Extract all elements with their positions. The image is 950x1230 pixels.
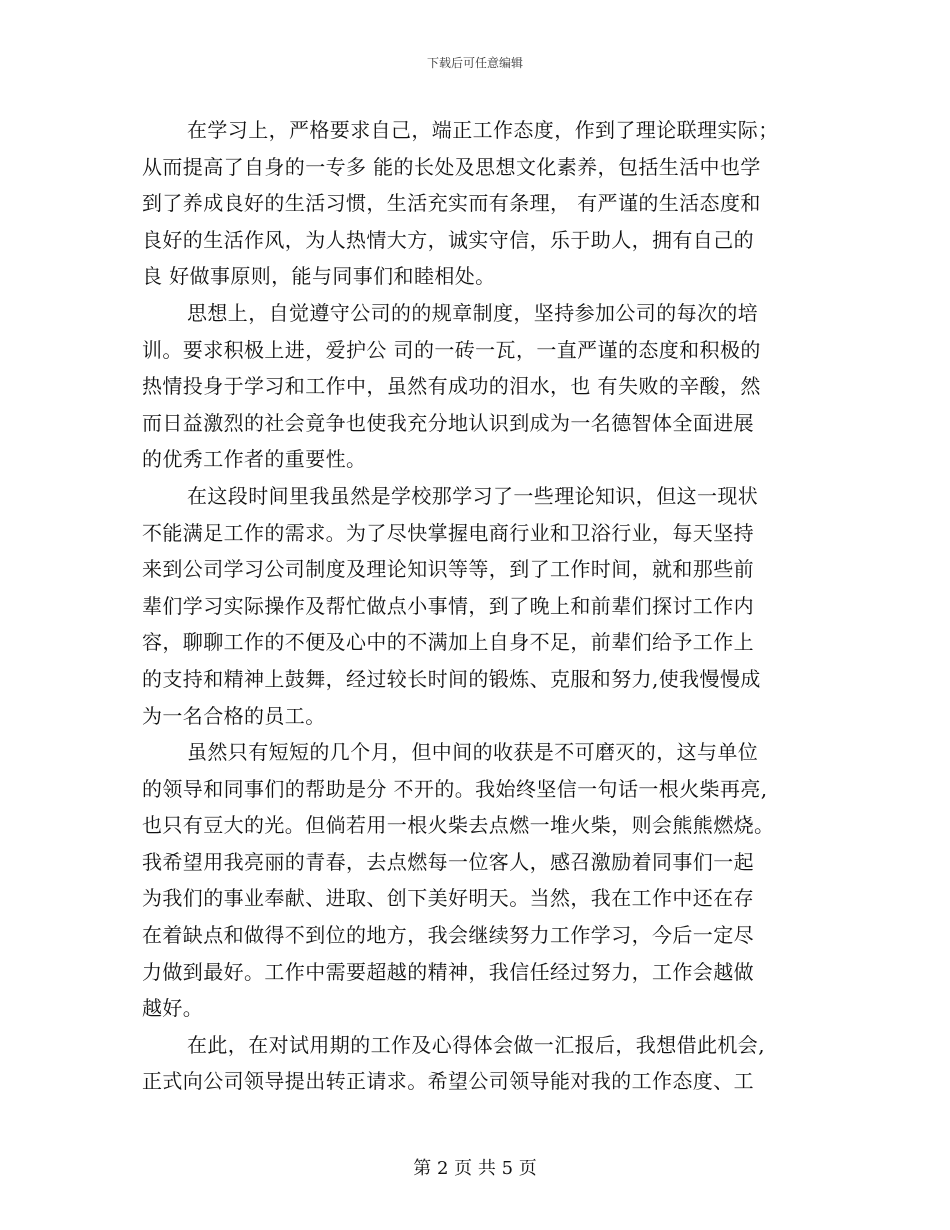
text-line: 良 好做事原则，能与同事们和睦相处。 <box>142 264 496 289</box>
text-line: 在此，在对试用期的工作及心得体会做一汇报后，我想借此机会, <box>187 1032 765 1057</box>
text-line: 训。要求积极上进，爱护公 司的一砖一瓦，一直严谨的态度和积极的 <box>142 337 761 362</box>
paragraph <box>142 295 812 478</box>
text-line: 为我们的事业奉献、进取、创下美好明天。当然，我在工作中还在存 <box>142 886 754 911</box>
text-line: 良好的生活作风，为人热情大方，诚实守信，乐于助人，拥有自己的 <box>142 227 754 252</box>
page-number-footer: 第 2 页 共 5 页 <box>413 1158 537 1179</box>
text-line: 在着缺点和做得不到位的地方，我会继续努力工作学习，今后一定尽 <box>142 923 754 948</box>
text-line: 在学习上，严格要求自己，端正工作态度，作到了理论联理实际； <box>187 118 779 142</box>
text-line: 力做到最好。工作中需要超越的精神，我信任经过努力，工作会越做 <box>142 959 754 984</box>
page-header: 下载后可任意编辑 <box>426 56 523 70</box>
text-line: 也只有豆大的光。但倘若用一根火柴去点燃一堆火柴，则会熊熊燃烧。 <box>142 813 775 838</box>
paragraph <box>142 1027 812 1100</box>
text-line: 容，聊聊工作的不便及心中的不满加上自身不足，前辈们给予工作上 <box>142 630 754 655</box>
text-line: 越好。 <box>142 996 204 1021</box>
paragraph <box>142 734 812 1027</box>
text-line: 思想上，自觉遵守公司的的规章制度，坚持参加公司的每次的培 <box>187 300 759 325</box>
text-line: 虽然只有短短的几个月，但中间的收获是不可磨灭的，这与单位 <box>187 740 759 765</box>
paragraph <box>142 478 812 734</box>
text-line: 的支持和精神上鼓舞，经过较长时间的锻炼、克服和努力,使我慢慢成 <box>142 666 761 691</box>
text-line: 在这段时间里我虽然是学校那学习了一些理论知识，但这一现状 <box>187 483 759 508</box>
text-line: 从而提高了自身的一专多 能的长处及思想文化素养，包括生活中也学 <box>142 154 761 179</box>
text-line: 正式向公司领导提出转正请求。希望公司领导能对我的工作态度、工 <box>142 1069 754 1094</box>
text-line: 来到公司学习公司制度及理论知识等等，到了工作时间，就和那些前 <box>142 557 754 582</box>
text-line: 为一名合格的员工。 <box>142 703 326 728</box>
text-line: 热情投身于学习和工作中，虽然有成功的泪水，也 有失败的辛酸，然 <box>142 374 761 399</box>
text-line: 的领导和同事们的帮助是分 不开的。我始终坚信一句话一根火柴再亮, <box>142 776 768 801</box>
text-line: 辈们学习实际操作及帮忙做点小事情，到了晚上和前辈们探讨工作内 <box>142 593 754 618</box>
text-line: 的优秀工作者的重要性。 <box>142 447 367 472</box>
text-line: 不能满足工作的需求。为了尽快掌握电商行业和卫浴行业，每天坚持 <box>142 520 754 545</box>
text-line: 而日益激烈的社会竟争也使我充分地认识到成为一名德智体全面进展 <box>142 410 754 435</box>
text-line: 我希望用我亮丽的青春，去点燃每一位客人，感召激励着同事们一起 <box>142 849 754 874</box>
text-line: 到了养成良好的生活习惯，生活充实而有条理， 有严谨的生活态度和 <box>142 191 761 216</box>
document-body <box>142 112 812 1100</box>
paragraph <box>142 112 812 295</box>
